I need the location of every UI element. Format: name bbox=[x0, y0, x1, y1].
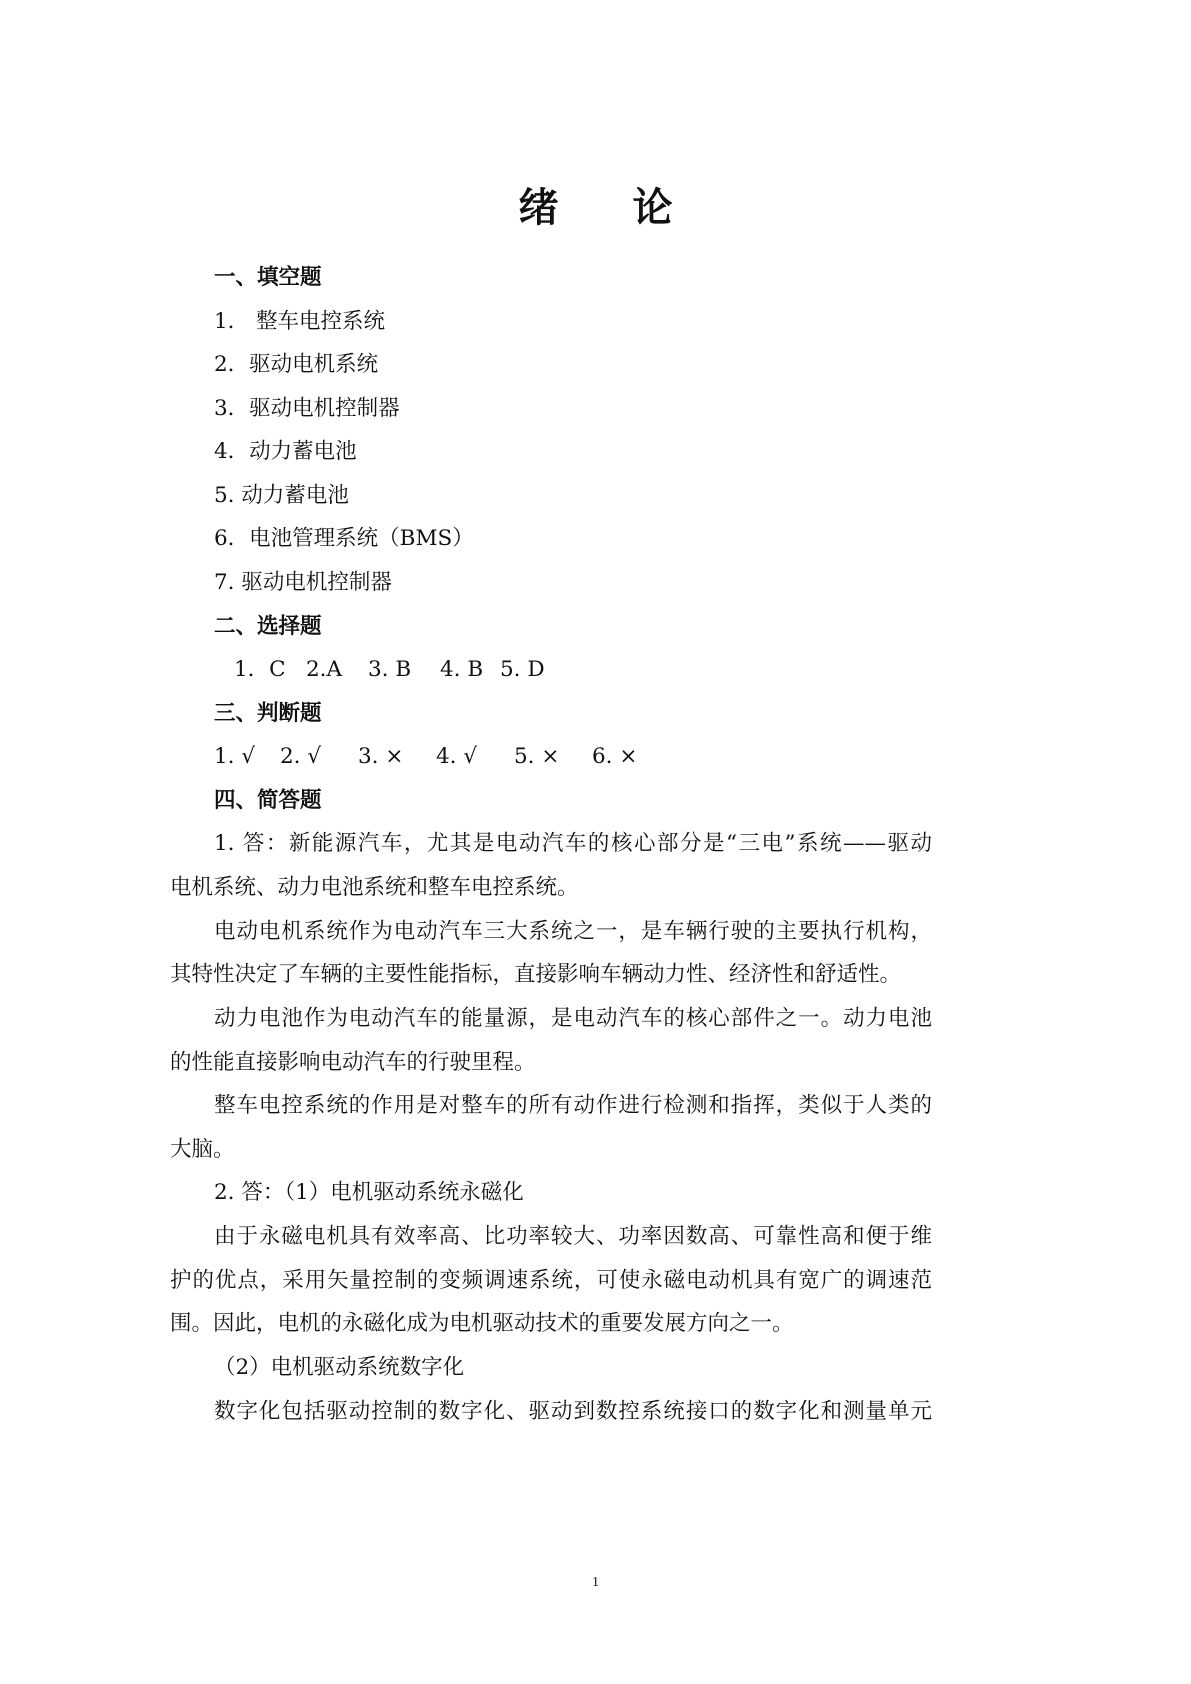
section-heading-fill-blank: 一、填空题 bbox=[214, 265, 322, 290]
answer-text-line: 由于永磁电机具有效率高、比功率较大、功率因数高、可靠性高和便于维 bbox=[214, 1224, 932, 1249]
answer-text-line: 2. 答：（1）电机驱动系统永磁化 bbox=[214, 1180, 524, 1205]
answer-text-line: 电机系统、动力电池系统和整车电控系统。 bbox=[170, 875, 579, 900]
answer-text-line: 电动电机系统作为电动汽车三大系统之一，是车辆行驶的主要执行机构， bbox=[214, 919, 932, 944]
judge-answer: 3. × bbox=[358, 744, 404, 769]
choice-answer: 4. B bbox=[440, 657, 484, 682]
judge-answer: 2. √ bbox=[280, 744, 322, 769]
judge-answer: 5. × bbox=[514, 744, 560, 769]
answer-text-line: 其特性决定了车辆的主要性能指标，直接影响车辆动力性、经济性和舒适性。 bbox=[170, 962, 902, 987]
judge-answer: 6. × bbox=[592, 744, 638, 769]
answer-text-line: 数字化包括驱动控制的数字化、驱动到数控系统接口的数字化和测量单元 bbox=[214, 1399, 932, 1424]
section-heading-choice: 二、选择题 bbox=[214, 614, 322, 639]
fill-blank-item: 3．驱动电机控制器 bbox=[214, 396, 400, 421]
choice-answer: 1．C bbox=[234, 657, 286, 682]
answer-text-line: 的性能直接影响电动汽车的行驶里程。 bbox=[170, 1050, 536, 1075]
fill-blank-item: 2．驱动电机系统 bbox=[214, 352, 379, 377]
section-heading-short-answer: 四、简答题 bbox=[214, 788, 322, 813]
choice-answer: 2.A bbox=[306, 657, 343, 682]
section-heading-judge: 三、判断题 bbox=[214, 701, 322, 726]
page-number: 1 bbox=[592, 1575, 599, 1590]
fill-blank-item: 6．电池管理系统（BMS） bbox=[214, 526, 474, 551]
judge-answers bbox=[214, 742, 637, 772]
answer-text-line: 动力电池作为电动汽车的能量源，是电动汽车的核心部件之一。动力电池 bbox=[214, 1006, 932, 1031]
judge-answer: 4. √ bbox=[436, 744, 478, 769]
fill-blank-item: 5. 动力蓄电池 bbox=[214, 483, 349, 508]
fill-blank-item: 1． 整车电控系统 bbox=[214, 309, 386, 334]
page-title: 绪 论 bbox=[518, 185, 703, 231]
choice-answers bbox=[234, 655, 545, 685]
answer-text-line: 大脑。 bbox=[170, 1137, 235, 1162]
answer-text-line: 围。因此，电机的永磁化成为电机驱动技术的重要发展方向之一。 bbox=[170, 1311, 794, 1336]
answer-text-line: （2）电机驱动系统数字化 bbox=[214, 1355, 465, 1380]
judge-answer: 1. √ bbox=[214, 744, 256, 769]
fill-blank-item: 4．动力蓄电池 bbox=[214, 439, 357, 464]
choice-answer: 5. D bbox=[500, 657, 545, 682]
fill-blank-item: 7. 驱动电机控制器 bbox=[214, 570, 392, 595]
answer-text-line: 整车电控系统的作用是对整车的所有动作进行检测和指挥，类似于人类的 bbox=[214, 1093, 932, 1118]
answer-text-line: 1. 答：新能源汽车，尤其是电动汽车的核心部分是“三电”系统——驱动 bbox=[214, 831, 932, 856]
answer-text-line: 护的优点，采用矢量控制的变频调速系统，可使永磁电动机具有宽广的调速范 bbox=[170, 1268, 932, 1293]
choice-answer: 3. B bbox=[368, 657, 412, 682]
